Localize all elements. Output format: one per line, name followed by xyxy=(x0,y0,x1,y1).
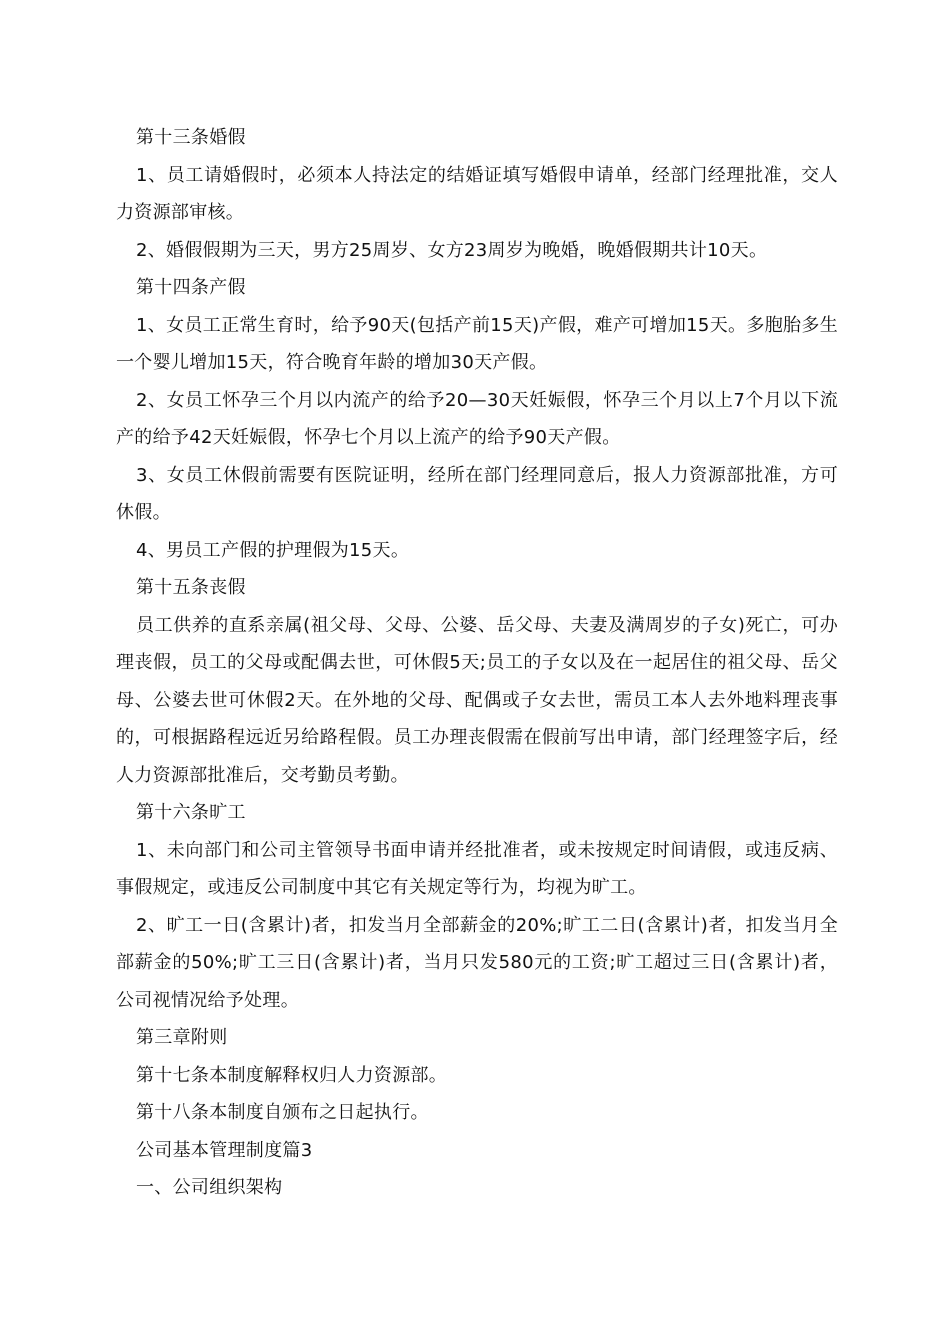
article-17: 第十七条本制度解释权归人力资源部。 xyxy=(136,1064,448,1086)
article-13-clause-1: 1、员工请婚假时，必须本人持法定的结婚证填写婚假申请单，经部门经理批准，交人力资源部审核。 xyxy=(116,164,838,223)
article-13-clause-2: 2、婚假假期为三天，男方25周岁、女方23周岁为晚婚，晚婚假期共计10天。 xyxy=(136,239,768,261)
article-18: 第十八条本制度自颁布之日起执行。 xyxy=(136,1102,429,1123)
article-14-heading: 第十四条产假 xyxy=(136,277,246,298)
article-15-body: 员工供养的直系亲属(祖父母、父母、公婆、岳父母、夫妻及满周岁的子女)死亡，可办理丧假，员工的父母或配偶去世，可休假5天;员工的子女以及在一起居住的祖父母、岳父母、公婆去世可休假2天。在外地的父母、配偶或子女去世，需员工本人去外地料理丧事的，可根据路程远近另给路程假。员工办理丧假需在假前写出申请，部门经理签字后，经人力资源部批准后，交考勤员考勤。 xyxy=(116,614,838,786)
article-15-heading: 第十五条丧假 xyxy=(136,577,246,598)
article-16-heading: 第十六条旷工 xyxy=(136,802,246,823)
article-16-clause-1: 1、未向部门和公司主管领导书面申请并经批准者，或未按规定时间请假，或违反病、事假规定，或违反公司制度中其它有关规定等行为，均视为旷工。 xyxy=(116,839,838,898)
article-13-heading: 第十三条婚假 xyxy=(136,127,246,148)
chapter-3-heading: 第三章附则 xyxy=(136,1027,228,1048)
article-14-clause-4: 4、男员工产假的护理假为15天。 xyxy=(136,539,410,561)
org-structure-heading: 一、公司组织架构 xyxy=(136,1177,283,1198)
article-16-clause-2: 2、旷工一日(含累计)者，扣发当月全部薪金的20%;旷工二日(含累计)者，扣发当月全部薪金的50%;旷工三日(含累计)者，当月只发580元的工资;旷工超过三日(含累计)者，公司视情况给予处理。 xyxy=(116,914,838,1011)
section-3-heading: 公司基本管理制度篇3 xyxy=(136,1139,313,1161)
article-14-clause-3: 3、女员工休假前需要有医院证明，经所在部门经理同意后，报人力资源部批准，方可休假。 xyxy=(116,464,838,523)
article-14-clause-2: 2、女员工怀孕三个月以内流产的给予20—30天妊娠假，怀孕三个月以上7个月以下流产的给予42天妊娠假，怀孕七个月以上流产的给予90天产假。 xyxy=(116,389,838,448)
article-14-clause-1: 1、女员工正常生育时，给予90天(包括产前15天)产假，难产可增加15天。多胞胎多生一个婴儿增加15天，符合晚育年龄的增加30天产假。 xyxy=(116,314,838,373)
document-body xyxy=(116,119,838,1207)
